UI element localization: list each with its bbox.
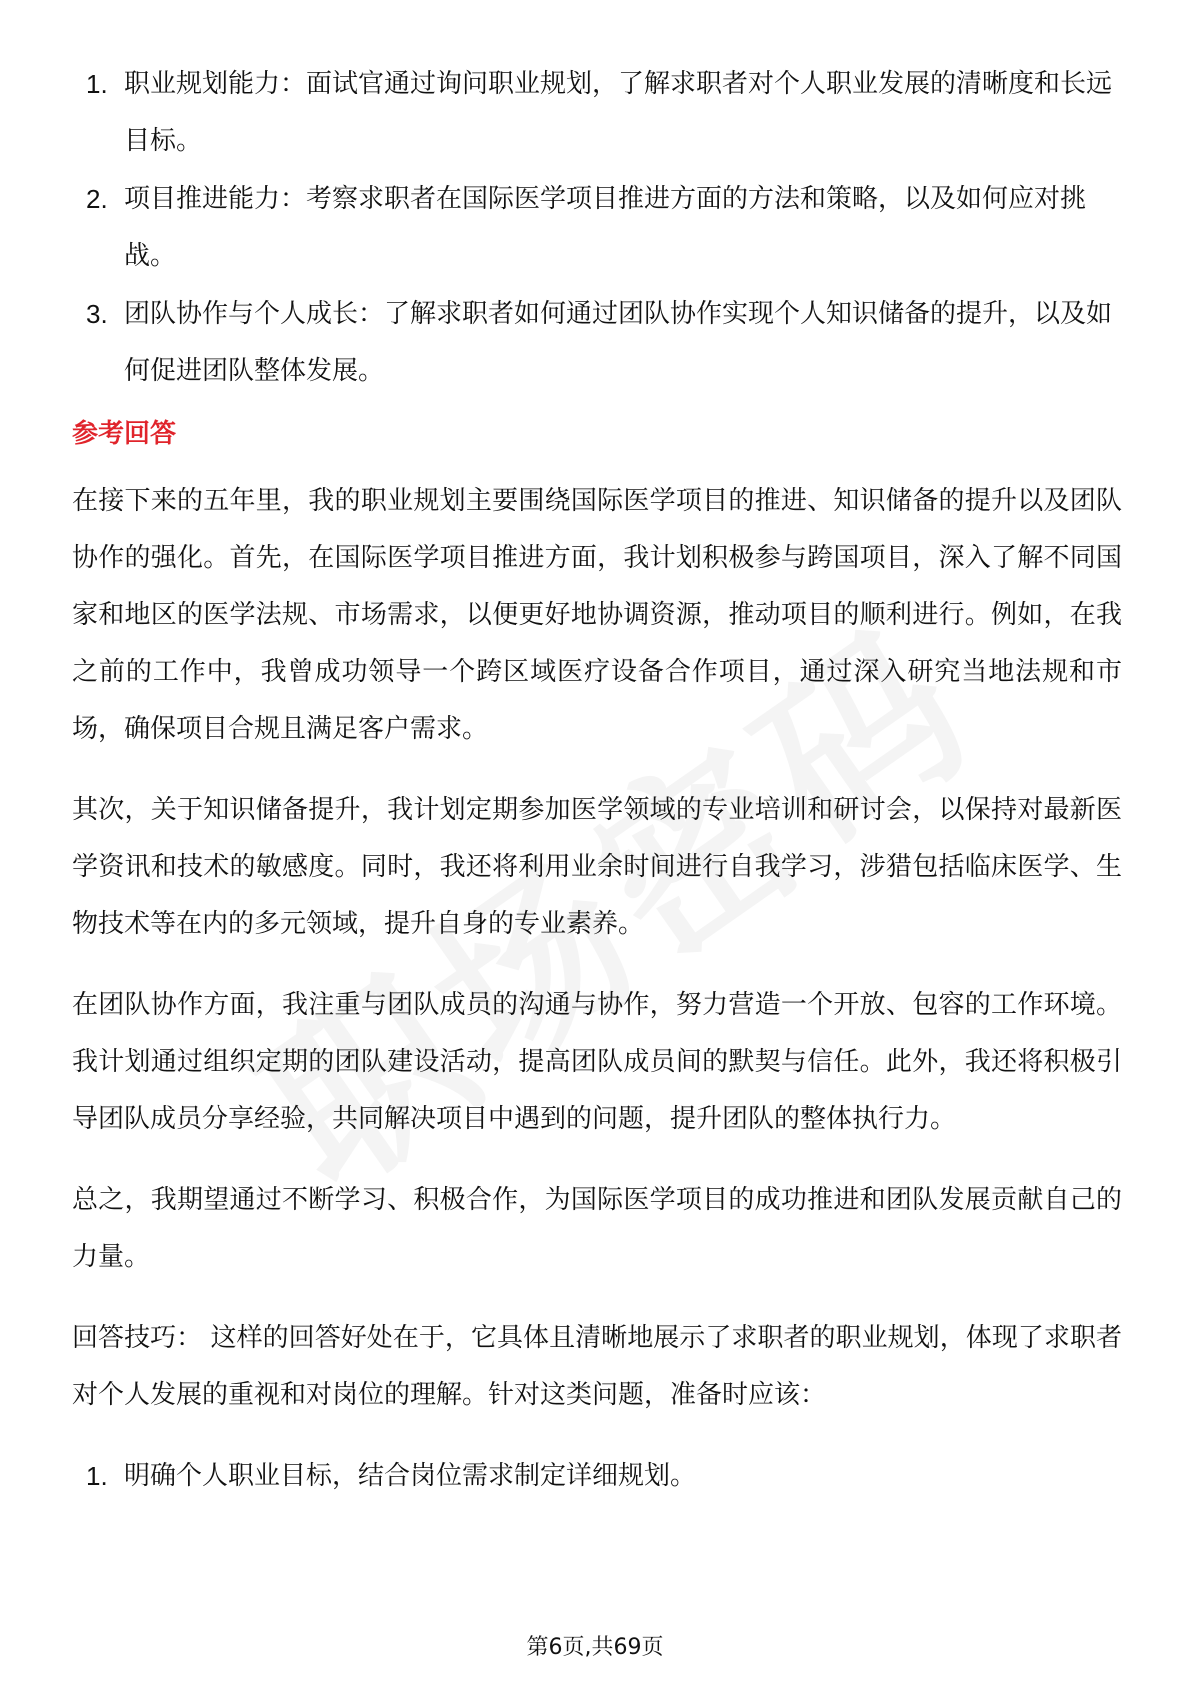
list-item: [72, 1448, 1122, 1505]
answer-paragraph: 其次，关于知识储备提升，我计划定期参加医学领域的专业培训和研讨会，以保持对最新医学资讯和技术的敏感度。同时，我还将利用业余时间进行自我学习，涉猎包括临床医学、生物技术等在内的多元领域，提升自身的专业素养。: [72, 795, 1122, 939]
list-number: 2.: [86, 184, 108, 214]
assessment-points-list: [72, 56, 1122, 400]
list-number: 3.: [86, 299, 108, 329]
list-number: 1.: [86, 1461, 108, 1491]
list-text: 明确个人职业目标，结合岗位需求制定详细规划。: [124, 1461, 697, 1491]
answer-paragraph: 在接下来的五年里，我的职业规划主要围绕国际医学项目的推进、知识储备的提升以及团队协作的强化。首先，在国际医学项目推进方面，我计划积极参与跨国项目，深入了解不同国家和地区的医学法规、市场需求，以便更好地协调资源，推动项目的顺利进行。例如，在我之前的工作中，我曾成功领导一个跨区域医疗设备合作项目，通过深入研究当地法规和市场，确保项目合规且满足客户需求。: [72, 486, 1122, 744]
tips-paragraph: 回答技巧： 这样的回答好处在于，它具体且清晰地展示了求职者的职业规划，体现了求职者对个人发展的重视和对岗位的理解。针对这类问题，准备时应该：: [72, 1323, 1122, 1410]
section-heading: 参考回答: [72, 419, 177, 449]
page-footer: 第6页,共69页: [526, 1635, 664, 1660]
page-content: [72, 56, 1122, 1506]
answer-paragraph: 在团队协作方面，我注重与团队成员的沟通与协作，努力营造一个开放、包容的工作环境。我计划通过组织定期的团队建设活动，提高团队成员间的默契与信任。此外，我还将积极引导团队成员分享经验，共同解决项目中遇到的问题，提升团队的整体执行力。: [72, 990, 1122, 1134]
tips-list: [72, 1448, 1122, 1505]
answer-paragraph: 总之，我期望通过不断学习、积极合作，为国际医学项目的成功推进和团队发展贡献自己的力量。: [72, 1185, 1122, 1272]
list-item: [72, 56, 1122, 170]
list-text: 项目推进能力：考察求职者在国际医学项目推进方面的方法和策略，以及如何应对挑战。: [124, 184, 1087, 271]
list-text: 团队协作与个人成长：了解求职者如何通过团队协作实现个人知识储备的提升，以及如何促进团队整体发展。: [124, 299, 1113, 386]
list-number: 1.: [86, 69, 108, 99]
list-text: 职业规划能力：面试官通过询问职业规划，了解求职者对个人职业发展的清晰度和长远目标。: [124, 69, 1113, 156]
list-item: [72, 286, 1122, 400]
list-item: [72, 171, 1122, 285]
